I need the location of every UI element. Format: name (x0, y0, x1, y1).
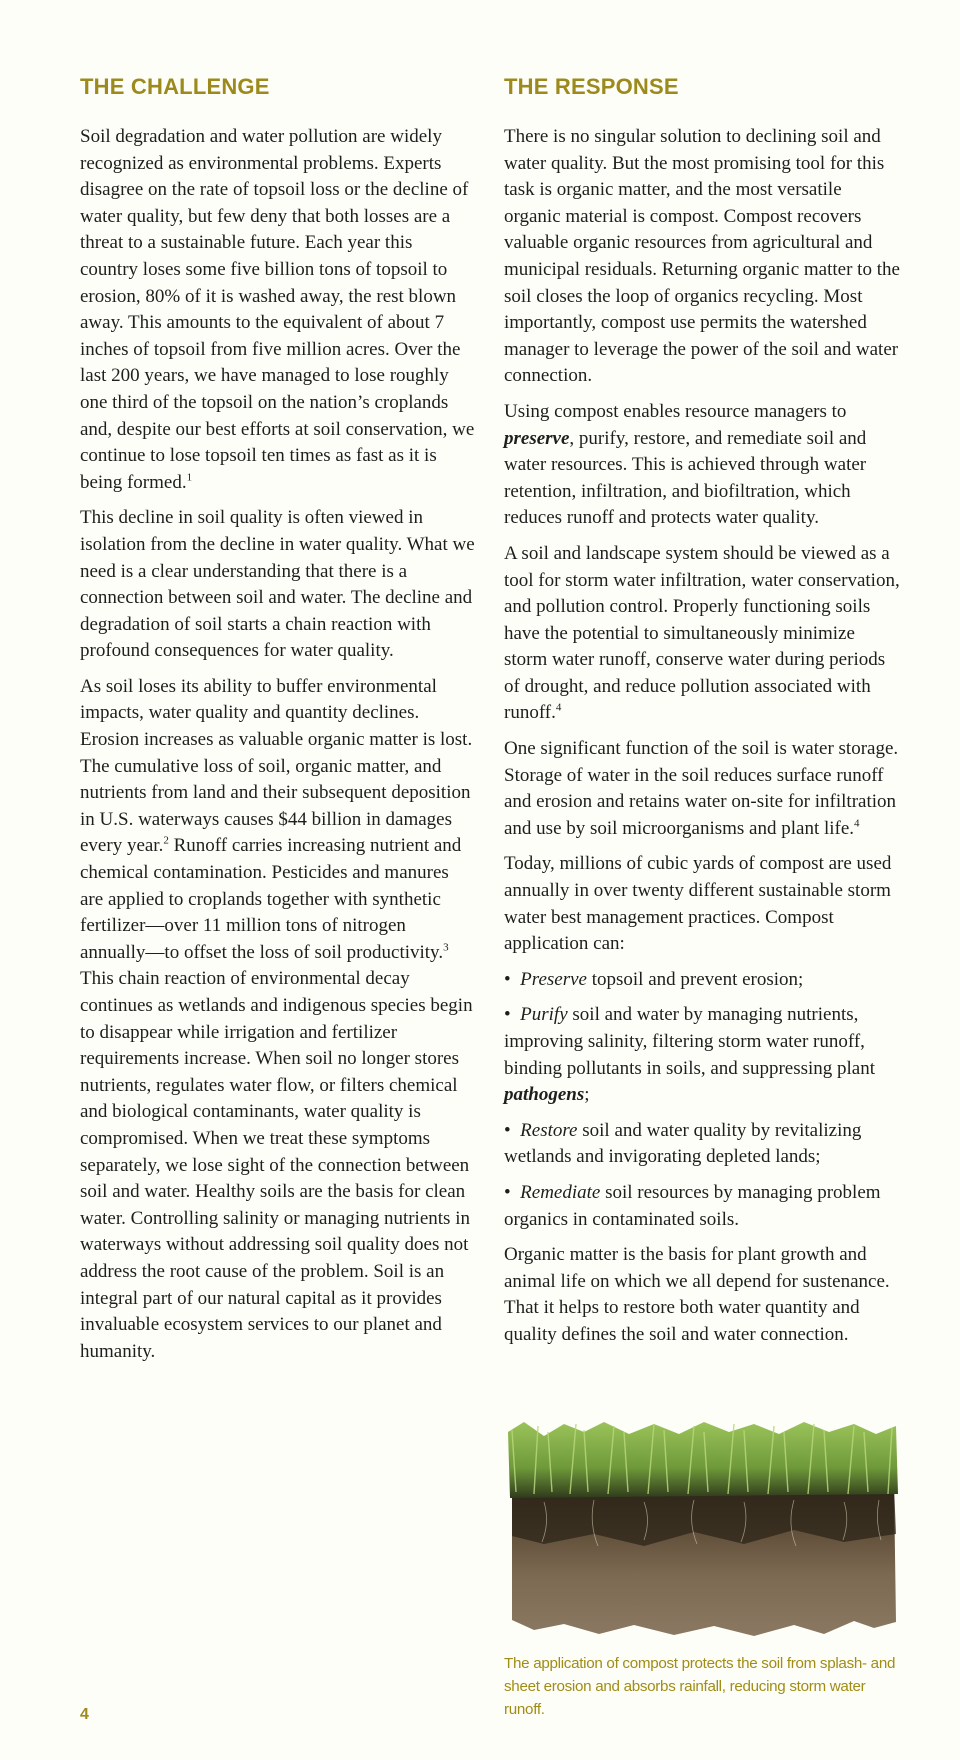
footnote-ref: 2 (163, 835, 169, 848)
footnote-ref: 4 (854, 817, 860, 830)
bullet-icon: • (504, 1119, 511, 1141)
list-item: • Remediate soil resources by managing problem organics in contaminated soils. (504, 1181, 881, 1230)
response-paragraph-4: One significant function of the soil is water storage. Storage of water in the soil reduces surface runoff and erosion and retains water on-site for infiltration and use by soil microorganisms and plant life.$^4$ (504, 738, 899, 839)
list-item: • Preserve topsoil and prevent erosion; (504, 968, 804, 990)
bullet-icon: • (504, 1004, 511, 1026)
footnote-ref: 1 (186, 471, 193, 484)
challenge-paragraph-2: This decline in soil quality is often viewed in isolation from the decline in water quality. What we need is a clear understanding that there is a connection between soil and water. The decline and degradation of soil starts a chain reaction with profound consequences for water quality. (80, 507, 475, 662)
challenge-paragraph-3: As soil loses its ability to buffer environmental impacts, water quality and quantity declines. Erosion increases as valuable organic matter is lost. The cumulative loss of soil, organic matter, and nutrients from land and their subsequent deposition in U.S. waterways causes $44 billion in damages every year.$^2$ Runoff carries increasing nutrient and chemical contamination. Pesticides and manures are applied to croplands together with synthetic fertilizer—over 11 million tons of nitrogen annually—to offset the loss of soil productivity.$^3$ This chain reaction of environmental decay continues as wetlands and indigenous species begin to disappear while irrigation and fertilizer requirements increase. When soil no longer stores nutrients, regulates water flow, or filters chemical and biological contaminants, water quality is compromised. When we treat these symptoms separately, we lose sight of the connection between soil and water. Healthy soils are the basis for clean water. Controlling salinity or managing nutrients in waterways without addressing soil quality does not address the root cause of the problem. Soil is an integral part of our natural capital as it provides invaluable ecosystem services to our planet and humanity. (80, 675, 473, 1362)
soil-grass-photo (504, 1422, 900, 1644)
bullet-icon: • (504, 968, 511, 990)
challenge-column (80, 74, 475, 1374)
page-number: 4 (80, 1706, 89, 1723)
bullet-icon: • (504, 1181, 511, 1203)
list-item: • Purify soil and water by managing nutrients, improving salinity, filtering storm water runoff, binding pollutants in soils, and suppressing plant pathogens; (504, 1004, 876, 1106)
response-paragraph-5: Today, millions of cubic yards of compost are used annually in over twenty different sustainable storm water best management practices. Compost application can: (504, 853, 892, 955)
challenge-paragraph-1: Soil degradation and water pollution are widely recognized as environmental problems. Experts disagree on the rate of topsoil loss or the decline of water quality, but few deny that both losses are a threat to a sustainable future. Each year this country loses some five billion tons of topsoil to erosion, 80% of it is washed away, the rest blown away. This amounts to the equivalent of about 7 inches of topsoil from five million acres. Over the last 200 years, we have managed to lose roughly one third of the topsoil on the nation’s croplands and, despite our best efforts at soil conservation, we continue to lose topsoil ten times as fast as it is being formed.$^1$ (80, 126, 475, 493)
response-column (504, 74, 902, 1358)
response-heading: THE RESPONSE (504, 74, 679, 99)
response-paragraph-1: There is no singular solution to declining soil and water quality. But the most promising tool for this task is organic matter, and the most versatile organic material is compost. Compost recovers valuable organic resources from agricultural and municipal residuals. Returning organic matter to the soil closes the loop of organics recycling. Most importantly, compost use permits the watershed manager to leverage the power of the soil and water connection. (504, 126, 900, 387)
response-paragraph-2: Using compost enables resource managers to preserve, purify, restore, and remediate soil and water resources. This is achieved through water retention, infiltration, and biofiltration, which reduces runoff and protects water quality. (504, 400, 867, 529)
challenge-heading: THE CHALLENGE (80, 74, 270, 99)
list-item: • Restore soil and water quality by revitalizing wetlands and invigorating depleted lands; (504, 1119, 862, 1168)
footnote-ref: 4 (555, 702, 562, 715)
response-paragraph-6: Organic matter is the basis for plant growth and animal life on which we all depend for sustenance. That it helps to restore both water quantity and quality defines the soil and water connection. (504, 1244, 890, 1345)
figure-caption: The application of compost protects the soil from splash- and sheet erosion and absorbs rainfall, reducing storm water runoff. (504, 1655, 896, 1718)
response-paragraph-3: A soil and landscape system should be viewed as a tool for storm water infiltration, water conservation, and pollution control. Properly functioning soils have the potential to simultaneously minimize storm water runoff, conserve water during periods of drought, and reduce pollution associated with runoff.$^4$ (504, 542, 900, 724)
footnote-ref: 3 (443, 941, 449, 954)
